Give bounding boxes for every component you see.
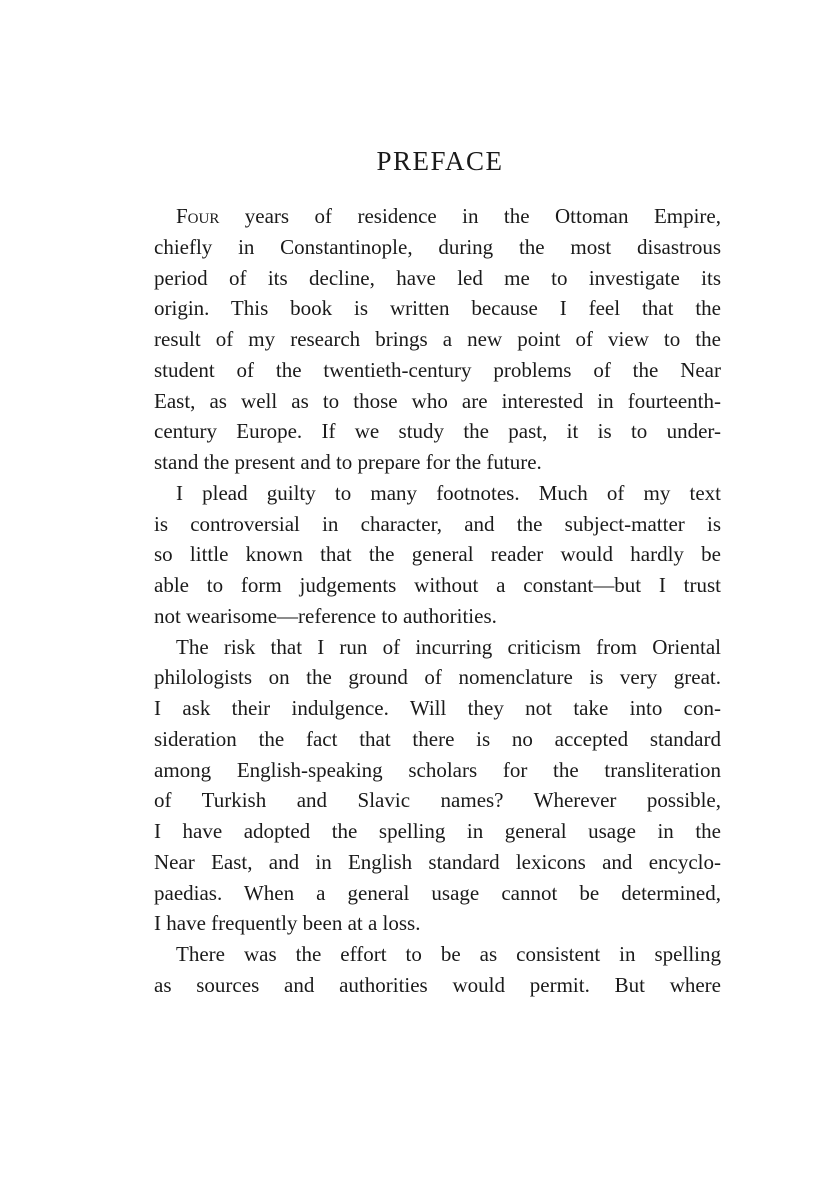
text-line xyxy=(154,201,721,232)
text-line: stand the present and to prepare for the future. xyxy=(154,450,542,474)
text-line: is controversial in character, and the subject-matter is xyxy=(154,511,721,536)
text-line: not wearisome—reference to authorities. xyxy=(154,603,497,628)
text-line: able to form judgements without a constant—but I trust xyxy=(154,573,721,597)
text-line: result of my research brings a new point of view to the xyxy=(154,327,721,351)
text-line: among English-speaking scholars for the transliteration xyxy=(154,757,721,782)
text-line: I have frequently been at a loss. xyxy=(154,911,421,936)
text-line: There was the effort to be as consistent in spelling xyxy=(176,942,721,966)
text-line: so little known that the general reader would hardly be xyxy=(154,542,721,567)
text-line: as sources and authorities would permit. But where xyxy=(154,972,721,997)
text-line: century Europe. If we study the past, it is to under- xyxy=(154,419,721,444)
text-line: student of the twentieth-century problems of the Near xyxy=(154,357,721,382)
text-line: Near East, and in English standard lexicons and encyclo- xyxy=(154,849,721,874)
text-line: paedias. When a general usage cannot be determined, xyxy=(154,880,721,905)
text-line-content: years of residence in the Ottoman Empire, xyxy=(219,204,721,228)
opening-small-caps: Four xyxy=(176,204,220,228)
text-line: chiefly in Constantinople, during the most disastrous xyxy=(154,234,721,259)
text-line: East, as well as to those who are interested in fourteenth- xyxy=(154,388,721,413)
text-line: philologists on the ground of nomenclature is very great. xyxy=(154,665,721,690)
text-line: of Turkish and Slavic names? Wherever possible, xyxy=(154,788,721,813)
text-line: period of its decline, have led me to investigate its xyxy=(154,265,721,290)
text-line: I ask their indulgence. Will they not take into con- xyxy=(154,696,721,720)
preface-body xyxy=(154,201,721,1001)
text-line: I have adopted the spelling in general usage in the xyxy=(154,819,721,843)
page-title: PREFACE xyxy=(376,146,504,176)
text-line: sideration the fact that there is no accepted standard xyxy=(154,726,721,751)
text-line: The risk that I run of incurring criticism from Oriental xyxy=(176,634,721,659)
text-line: origin. This book is written because I feel that the xyxy=(154,296,721,321)
text-line: I plead guilty to many footnotes. Much of my text xyxy=(176,480,721,505)
